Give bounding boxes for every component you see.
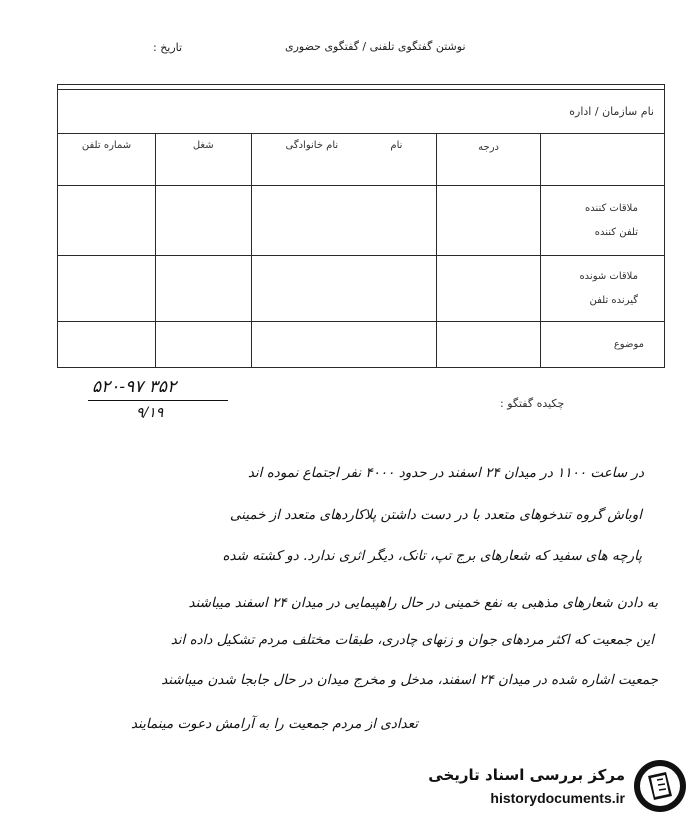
body-line-7: تعدادی از مردم جمعیت را به آرامش دعوت مینمایند xyxy=(130,716,418,732)
body-line-3: پارچه های سفید که شعارهای برج تپ، تانک، دیگر اثری ندارد. دو کشته شده xyxy=(222,548,642,564)
annotation-underline xyxy=(88,400,228,401)
annotation-fraction: ۹/۱۹ xyxy=(136,405,164,421)
annotation-code: ۵۲۰-۹۷ ۳۵۲ xyxy=(92,377,177,397)
col-first-name-label: نام xyxy=(390,139,403,151)
body-line-2: اوباش گروه تندخوهای متعدد با در دست داشتن پلاکاردهای متعدد از خمینی xyxy=(229,507,642,523)
visited-role-cell xyxy=(540,256,664,322)
organization-row xyxy=(58,90,665,134)
col-rank-label: درجه xyxy=(478,141,499,153)
row-receiver-label: گیرنده تلفن xyxy=(589,294,638,306)
row-visitor-label: ملاقات کننده xyxy=(584,202,638,214)
form-title: نوشتن گفتگوی تلفنی / گفتگوی حضوری xyxy=(285,40,466,53)
contact-form-table xyxy=(57,84,665,368)
row-subject-label: موضوع xyxy=(613,339,644,350)
col-phone-header xyxy=(58,134,156,186)
col-phone-label: شماره تلفن xyxy=(81,139,132,151)
visitor-rank-cell xyxy=(437,186,540,256)
subject-name-cell xyxy=(251,322,437,368)
col-last-name-label: نام خانوادگی xyxy=(285,139,339,151)
organization-label: نام سازمان / اداره xyxy=(569,105,654,118)
subject-rank-cell xyxy=(437,322,540,368)
row-caller-label: تلفن کننده xyxy=(594,226,638,238)
visited-job-cell xyxy=(156,256,251,322)
summary-label: چکیده گفتگو : xyxy=(500,397,565,410)
body-line-5: این جمعیت که اکثر مردهای جوان و زنهای چادری، طبقات مختلف مردم تشکیل داده اند xyxy=(170,632,654,648)
watermark-title: مرکز بررسی اسناد تاریخی xyxy=(428,766,625,784)
subject-label-cell xyxy=(540,322,664,368)
date-label: تاریخ : xyxy=(153,41,183,54)
subject-job-cell xyxy=(156,322,251,368)
body-line-1: در ساعت ۱۱۰۰ در میدان ۲۴ اسفند در حدود ۴۰۰۰ نفر اجتماع نموده اند xyxy=(247,465,644,481)
row-visited-label: ملاقات شونده xyxy=(579,270,638,282)
visited-phone-cell xyxy=(58,256,156,322)
col-rank-header xyxy=(437,134,540,186)
subject-phone-cell xyxy=(58,322,156,368)
col-job-label: شغل xyxy=(192,139,214,151)
visitor-phone-cell xyxy=(58,186,156,256)
visited-rank-cell xyxy=(437,256,540,322)
visitor-name-cell xyxy=(251,186,437,256)
watermark-url: historydocuments.ir xyxy=(490,790,625,806)
visitor-role-cell xyxy=(540,186,664,256)
body-line-6: جمعیت اشاره شده در میدان ۲۴ اسفند، مدخل و مخرج میدان در حال جابجا شدن میباشند xyxy=(161,672,658,688)
visited-name-cell xyxy=(251,256,437,322)
col-name-header xyxy=(251,134,437,186)
col-job-header xyxy=(156,134,251,186)
col-role-header xyxy=(540,134,664,186)
body-line-4: به دادن شعارهای مذهبی به نفع خمینی در حال راهپیمایی در میدان ۲۴ اسفند میباشند xyxy=(188,595,658,611)
history-documents-logo-icon xyxy=(632,758,688,818)
visitor-job-cell xyxy=(156,186,251,256)
